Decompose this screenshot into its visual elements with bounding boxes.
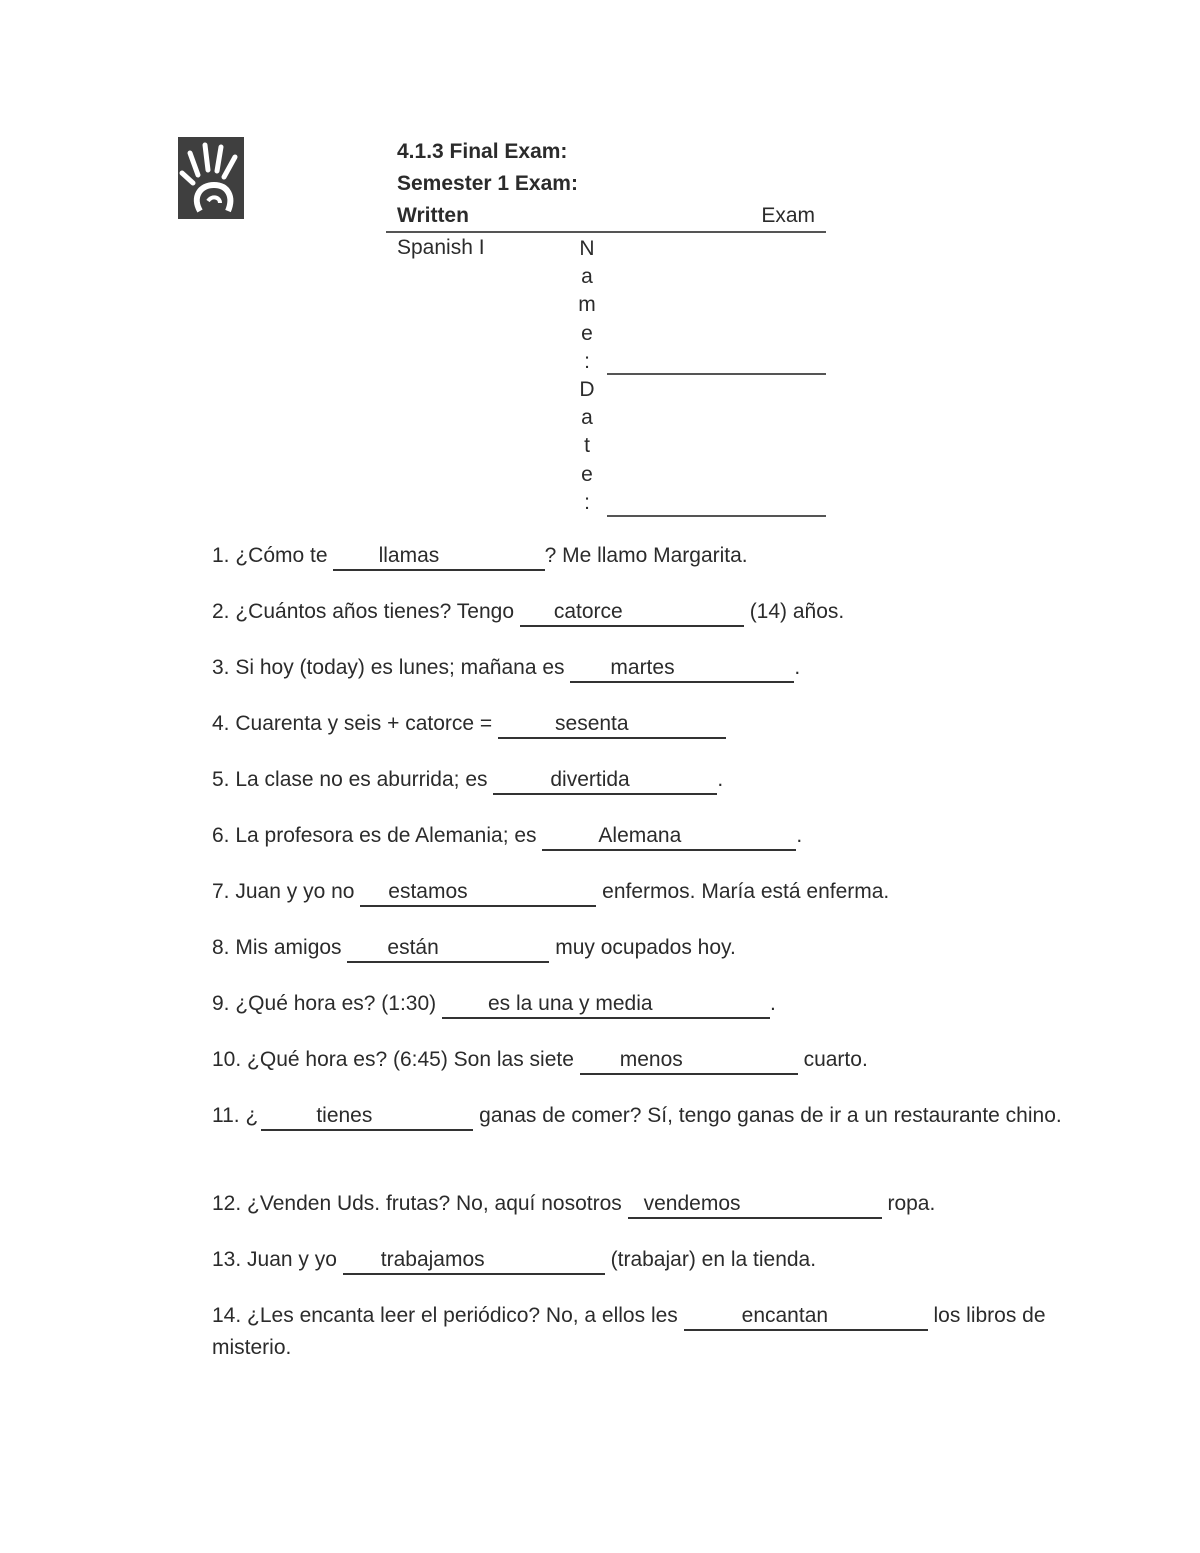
question-item: [212, 652, 1062, 684]
answer-blank[interactable]: [570, 655, 794, 683]
question-text-after: .: [796, 824, 803, 847]
answer-blank[interactable]: [580, 1047, 798, 1075]
question-item: [212, 596, 1062, 628]
exam-title-line2: Semester 1 Exam:: [397, 172, 578, 195]
question-text-after: ? Me llamo Margarita.: [544, 544, 748, 567]
exam-title-line1: 4.1.3 Final Exam:: [397, 140, 568, 163]
answer-text: es la una y media: [487, 992, 653, 1015]
exam-title-line3: [397, 200, 815, 232]
answer-blank[interactable]: [360, 879, 596, 907]
answer-text: están: [387, 936, 439, 959]
question-text-after: .: [794, 656, 801, 679]
question-text-before: Juan y yo no: [235, 880, 355, 903]
question-item: [212, 932, 1062, 964]
question-number: 13.: [212, 1248, 242, 1271]
question-item: [212, 540, 1062, 572]
question-text-before: Cuarenta y seis + catorce =: [235, 712, 493, 735]
answer-blank[interactable]: [343, 1247, 605, 1275]
question-number: 3.: [212, 656, 230, 679]
question-number: 11.: [212, 1104, 240, 1127]
date-label-char: D: [579, 377, 595, 401]
exam-title-written: Written: [397, 204, 469, 227]
question-number: 12.: [212, 1192, 242, 1215]
question-item: [212, 708, 1062, 740]
name-date-vertical-labels: [574, 235, 600, 517]
answer-text: menos: [619, 1048, 683, 1071]
question-text-before: ¿Cómo te: [235, 544, 328, 567]
answer-text: llamas: [378, 544, 440, 567]
answer-text: vendemos: [643, 1192, 741, 1215]
question-text-before: La clase no es aburrida; es: [235, 768, 488, 791]
date-label-char: a: [581, 406, 593, 430]
answer-blank[interactable]: [542, 823, 796, 851]
answer-text: Alemana: [598, 824, 682, 847]
question-number: 5.: [212, 768, 230, 791]
answer-text: estamos: [388, 880, 468, 903]
answer-blank[interactable]: [498, 711, 726, 739]
question-text-before: Mis amigos: [235, 936, 342, 959]
name-label-char: N: [579, 237, 595, 260]
date-label-char: e: [581, 462, 593, 486]
question-number: 8.: [212, 936, 230, 959]
answer-blank[interactable]: [261, 1103, 473, 1131]
question-item: [212, 1244, 1062, 1276]
date-label-char: :: [584, 490, 590, 514]
date-label-char: t: [584, 434, 590, 458]
question-text-after: ropa.: [887, 1192, 936, 1215]
exam-title-exam: Exam: [761, 204, 815, 227]
logo-graphic: [178, 137, 244, 219]
date-field-line[interactable]: [607, 515, 826, 517]
answer-blank[interactable]: [442, 991, 770, 1019]
question-text-after: .: [769, 992, 776, 1015]
question-number: 1.: [212, 544, 230, 567]
question-text-after: muy ocupados hoy.: [555, 936, 736, 959]
name-label-char: a: [581, 265, 593, 289]
question-item: [212, 1100, 1062, 1132]
exam-header: [397, 136, 827, 232]
question-number: 9.: [212, 992, 230, 1015]
answer-blank[interactable]: [628, 1191, 882, 1219]
answer-blank[interactable]: [520, 599, 744, 627]
question-text-after: ganas de comer? Sí, tengo ganas de ir a un restaurante chino.: [479, 1104, 1062, 1127]
answer-text: catorce: [553, 600, 623, 623]
question-number: 6.: [212, 824, 230, 847]
answer-blank[interactable]: [493, 767, 717, 795]
question-text-after: los libros de misterio.: [212, 1304, 1046, 1359]
name-label-char: :: [584, 349, 590, 373]
question-text-after: (trabajar) en la tienda.: [610, 1248, 817, 1271]
question-text-before: ¿Les encanta leer el periódico? No, a ellos les: [247, 1304, 678, 1327]
name-label-char: e: [581, 321, 593, 345]
question-number: 10.: [212, 1048, 242, 1071]
question-text-before: Si hoy (today) es lunes; mañana es: [235, 656, 565, 679]
answer-text: tienes: [316, 1104, 373, 1127]
question-text-after: cuarto.: [803, 1048, 868, 1071]
question-item: [212, 1188, 1062, 1220]
answer-text: sesenta: [555, 712, 629, 735]
question-text-before: ¿Cuántos años tienes? Tengo: [235, 600, 514, 623]
question-text-after: .: [717, 768, 724, 791]
answer-blank[interactable]: [347, 935, 549, 963]
question-text-before: ¿: [245, 1104, 259, 1127]
question-number: 4.: [212, 712, 230, 735]
question-item: [212, 876, 1062, 908]
question-text-before: ¿Qué hora es? (1:30): [235, 992, 437, 1015]
answer-text: encantan: [741, 1304, 829, 1327]
question-text-after: enfermos. María está enferma.: [602, 880, 890, 903]
name-field-line[interactable]: [607, 373, 826, 375]
answer-text: divertida: [550, 768, 630, 791]
question-text-after: (14) años.: [749, 600, 845, 623]
question-item: [212, 1044, 1062, 1076]
answer-text: martes: [610, 656, 675, 679]
name-label-char: m: [578, 293, 596, 317]
answer-blank[interactable]: [684, 1303, 928, 1331]
course-name: Spanish I: [397, 236, 485, 259]
question-item: [212, 764, 1062, 796]
header-divider: [386, 231, 826, 233]
question-item: [212, 988, 1062, 1020]
answer-text: trabajamos: [380, 1248, 485, 1271]
question-item: [212, 820, 1062, 852]
sunburst-head-logo: [178, 137, 244, 219]
question-text-before: Juan y yo: [247, 1248, 337, 1271]
question-number: 2.: [212, 600, 230, 623]
question-text-before: La profesora es de Alemania; es: [235, 824, 537, 847]
question-text-before: ¿Qué hora es? (6:45) Son las siete: [247, 1048, 574, 1071]
question-text-before: ¿Venden Uds. frutas? No, aquí nosotros: [247, 1192, 622, 1215]
question-item: [212, 1300, 1062, 1364]
question-number: 14.: [212, 1304, 242, 1327]
question-number: 7.: [212, 880, 230, 903]
answer-blank[interactable]: [333, 543, 545, 571]
